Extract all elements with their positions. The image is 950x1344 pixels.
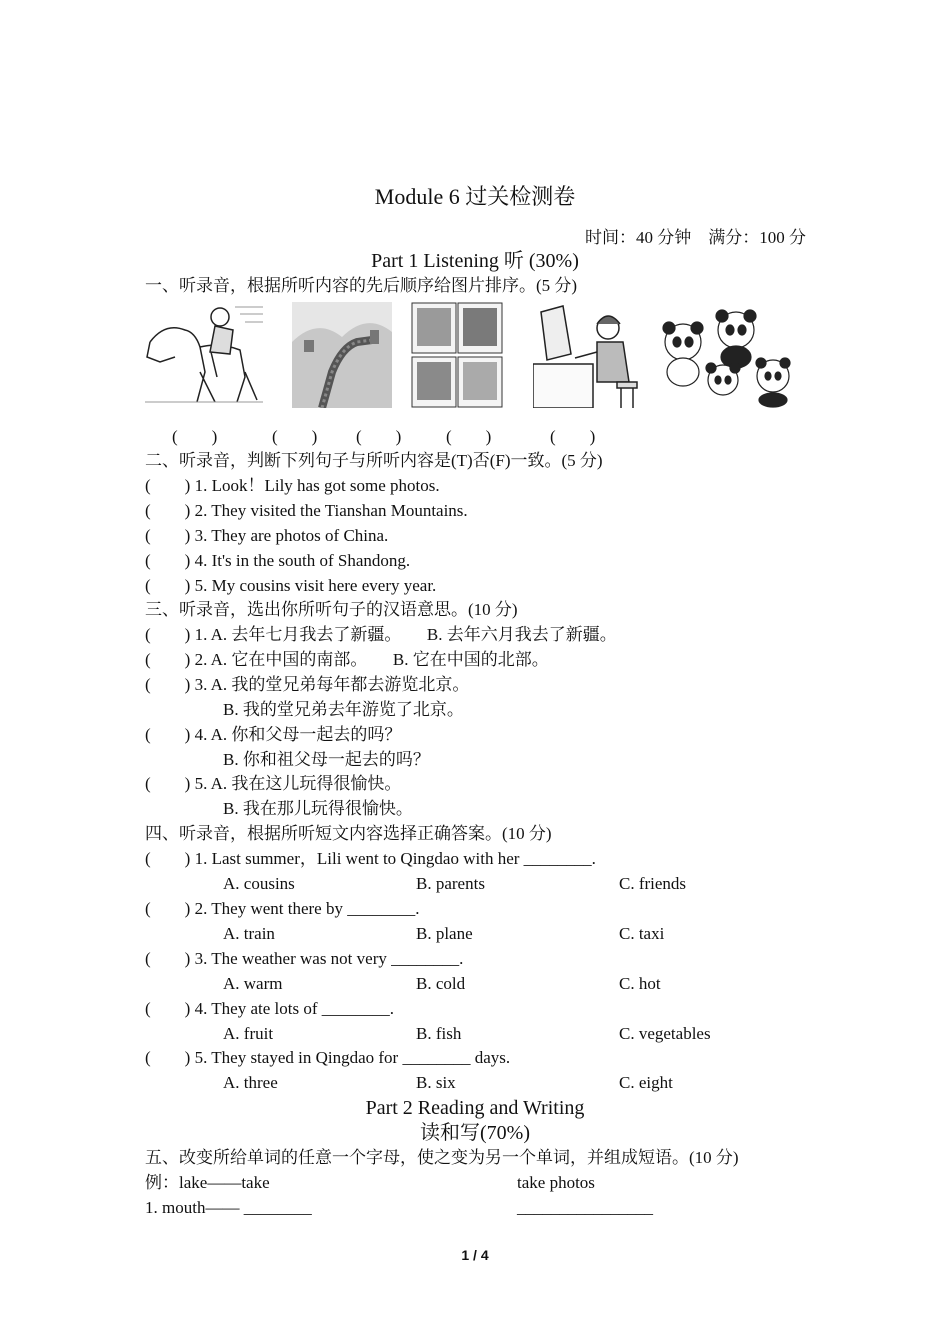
great-wall-icon <box>292 302 392 408</box>
pandas-icon <box>661 302 793 408</box>
choice-question: ( ) 4. They ate lots of ________. <box>145 999 394 1018</box>
translation-line: B. 我在那儿玩得很愉快。 <box>223 799 413 818</box>
translation-line: B. 你和祖父母一起去的吗？ <box>223 750 430 769</box>
section2-heading: 二、听录音，判断下列句子与所听内容是(T)否(F)一致。(5 分) <box>145 451 603 470</box>
example-left: 例：lake——take <box>145 1173 270 1192</box>
photo-album-icon <box>411 302 503 408</box>
translation-line: ( ) 3. A. 我的堂兄弟每年都去游览北京。 <box>145 675 470 694</box>
choice-question: ( ) 5. They stayed in Qingdao for ________ days. <box>145 1048 511 1067</box>
tf-item: ( ) 5. My cousins visit here every year. <box>145 576 437 595</box>
translation-line: B. 我的堂兄弟去年游览了北京。 <box>223 700 464 719</box>
exam-meta: 时间：40 分钟 满分：100 分 <box>585 228 806 247</box>
choice-option: A. train <box>223 924 275 943</box>
choice-option: A. fruit <box>223 1024 274 1043</box>
choice-question: ( ) 3. The weather was not very ________. <box>145 949 464 968</box>
computer-girl-icon <box>533 302 639 408</box>
choice-question: ( ) 1. Last summer，Lili went to Qingdao with her ________. <box>145 849 596 868</box>
choice-option: B. plane <box>416 924 473 943</box>
picture-blank[interactable]: ( ) <box>446 427 492 446</box>
tf-item: ( ) 4. It's in the south of Shandong. <box>145 551 411 570</box>
phrase-blank[interactable]: ________________ <box>517 1198 653 1217</box>
choice-option: C. vegetables <box>619 1024 711 1043</box>
translation-line: ( ) 2. A. 它在中国的南部。 B. 它在中国的北部。 <box>145 650 549 669</box>
choice-option: B. parents <box>416 874 485 893</box>
translation-line: ( ) 5. A. 我在这儿玩得很愉快。 <box>145 774 402 793</box>
part2-subheading: 读和写(70%) <box>420 1122 530 1144</box>
section3-heading: 三、听录音，选出你所听句子的汉语意思。(10 分) <box>145 600 518 619</box>
section5-heading: 五、改变所给单词的任意一个字母，使之变为另一个单词，并组成短语。(10 分) <box>145 1148 739 1167</box>
page-title: Module 6 过关检测卷 <box>374 184 576 209</box>
section1-heading: 一、听录音，根据所听内容的先后顺序给图片排序。(5 分) <box>145 276 578 295</box>
choice-option: B. six <box>416 1073 456 1092</box>
picture-blank[interactable]: ( ) <box>356 427 402 446</box>
example-right: take photos <box>517 1173 595 1192</box>
word-item: 1. mouth—— ________ <box>145 1198 312 1217</box>
choice-option: C. eight <box>619 1073 673 1092</box>
choice-option: B. fish <box>416 1024 462 1043</box>
page-number: 1 / 4 <box>461 1247 489 1263</box>
tf-item: ( ) 2. They visited the Tianshan Mountains. <box>145 501 468 520</box>
horse-riding-icon <box>145 302 263 408</box>
translation-line: ( ) 4. A. 你和父母一起去的吗？ <box>145 725 402 744</box>
part1-heading: Part 1 Listening 听 (30%) <box>371 250 579 272</box>
tf-item: ( ) 3. They are photos of China. <box>145 526 389 545</box>
choice-option: C. hot <box>619 974 661 993</box>
picture-blank[interactable]: ( ) <box>272 427 318 446</box>
choice-option: A. three <box>223 1073 278 1092</box>
part2-heading: Part 2 Reading and Writing <box>365 1097 585 1119</box>
choice-option: C. friends <box>619 874 687 893</box>
translation-line: ( ) 1. A. 去年七月我去了新疆。 B. 去年六月我去了新疆。 <box>145 625 617 644</box>
choice-option: B. cold <box>416 974 466 993</box>
picture-blank[interactable]: ( ) <box>172 427 218 446</box>
tf-item: ( ) 1. Look！Lily has got some photos. <box>145 476 440 495</box>
section4-heading: 四、听录音，根据所听短文内容选择正确答案。(10 分) <box>145 824 552 843</box>
choice-option: A. cousins <box>223 874 295 893</box>
choice-option: C. taxi <box>619 924 665 943</box>
choice-option: A. warm <box>223 974 283 993</box>
choice-question: ( ) 2. They went there by ________. <box>145 899 420 918</box>
picture-blank[interactable]: ( ) <box>550 427 596 446</box>
